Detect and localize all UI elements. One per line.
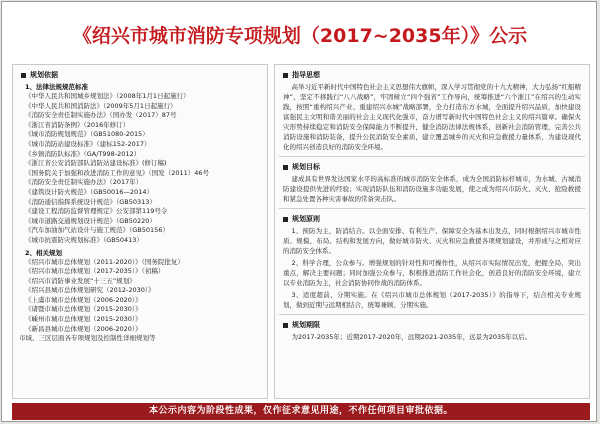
principle-item: 2、科学合理，公众参与。增强规划的针对性和可操作性，从绍兴市实际情况出发，把握全局，突出重点，解决主要问题；同时加强公众参与，积极推进消防工作社会化，创造良好的消防安全环境，建立以专业消防为主，社会消防协同作战的消防体系。 [283,259,581,287]
square-bullet-icon [283,165,288,170]
guiding-text: 高举习近平新时代中国特色社会主义思想伟大旗帜，深入学习贯彻党的十九大精神，大力弘扬“红船精神”，坚定不移践行“八八战略”，牢固树立“四个强省”工作导向，统筹推进“六个浙江”在绍兴的生动实践，按照“重构绍兴产业、重建绍兴水城”战略部署，全力打造东方水城，全面提升绍兴品质，加快建设富强民主文明和谐美丽的社会主义现代化强市，奋力谱写新时代中国特色社会主义的绍兴篇章。确保火灾形势持续稳定和消防安全保障能力不断提升，健全消防法律法规体系，创新社会消防管理，完善公共消防设施和消防装备，提升公民消防安全素质，建立覆盖城乡的灭火和应急救援力量体系，为建设现代化的绍兴创造良好的消防安全环境。 [283,83,581,151]
period-text: 为2017-2035年；近期2017-2020年，远期2021-2035年，远景为2035年以后。 [291,333,532,341]
guiding-heading [283,70,589,80]
goal-heading [283,162,589,172]
content-panel [274,64,590,399]
list-item: 《国务院关于加强和改进消防工作的意见》（国发（2011）46号 [25,168,210,177]
list-item: 《消防安全责任制实施办法》（国办发（2017）87号 [25,111,177,120]
list-item: 《绍兴市城市总体规划（2011-2020）》（国务院批复） [25,257,184,266]
laws-list [13,92,267,246]
list-item: 《嵊州市城市总体规划（2015-2030）》 [25,315,142,324]
list-item: 《绍兴县城市总体规划研究（2012-2030）》 [25,286,155,295]
basis-heading [21,70,267,80]
list-item: 《绍兴市城市总体规划（2017-2035）》（初稿） [25,267,165,276]
plans-subtitle: 2、相关规划 [25,248,63,257]
list-item: 《绍兴市消防事业发展“十三五”规划》 [25,276,136,285]
list-item: 《消防通信指挥系统设计规范》（GB50313） [25,197,156,206]
basis-title: 规划依据 [30,71,58,79]
list-item: 《上虞市城市总体规划（2006-2020）》 [25,295,142,304]
disclaimer-banner: 本公示内容为阶段性成果，仅作征求意见用途，不作任何项目审批依据。 [12,403,590,420]
square-bullet-icon [21,73,26,78]
list-item: 《诸暨市城市总体规划（2015-2030）》 [25,305,142,314]
principle-item: 3、适度超前、分期实施。在《绍兴市城市总体规划（2017-2035）》的指导下，结合相关专业规划，做到近期与远期相结合，统筹兼顾、分期实施。 [283,291,581,309]
list-item: 《浙江省消防条例》（2016年修订） [25,120,130,129]
period-heading [283,320,589,330]
list-item: 《中华人民共和国消防法》（2009年5月1日起施行） [25,101,177,110]
period-title: 规划期限 [292,321,320,329]
list-item: 《乡镇消防队标准》（GA/T998-2012） [25,149,141,158]
list-item: 《建设工程消防监督管理规定》公安部第119号令 [25,207,168,216]
goal-text: 建成具有世界发达国家水平的高标准的城市消防安全体系，成为全国消防标杆城市，为水城、古城消防建设提供先进的经验；实现消防队伍和消防设施多功能发展，使之成为绍兴市防火、灭火、抢险救援和紧急处置各种灾害事故的常备突击队。 [283,175,581,203]
basis-panel [12,64,268,399]
list-item: 《浙江省公安消防部队消防站建设标准》(修订稿) [25,159,167,168]
plans-note: 市域、三区层面各专项规划及控制性详细规划等 [19,334,156,343]
list-item: 《新昌县城市总体规划（2006-2020）》 [25,324,142,333]
principle-item: 1、预防为主，防消结合。以全面安排、有利生产、保障安全为基本出发点，同时根据绍兴市城市性质、规模、布局、结构和发展方向，做好城市防火、灭火和应急救援各项规划建设，并形成与之相对应的消防安全体系。 [283,227,581,255]
plans-list [13,258,267,335]
section-divider [279,314,585,315]
laws-subtitle: 1、法律法规规范标准 [25,83,89,91]
list-item: 《城市抗震防灾规划标准》（GB50413） [25,235,143,244]
square-bullet-icon [283,73,288,78]
section-divider [279,208,585,209]
list-item: 《消防安全责任制实施办法》（2017年） [25,178,143,187]
list-item: 《城市消防站建设标准》（建标152-2017） [25,139,151,148]
page-title: 《绍兴市城市消防专项规划（2017~2035年）》公示 [72,25,528,47]
list-item: 《城市消防规划规范》（GB51080-2015） [25,130,149,139]
list-item: 《城市道路交通规划设计规范》（GB50220） [25,216,156,225]
list-item: 《中华人民共和国城乡规划法》（2008年1月1日起施行） [25,92,190,100]
list-item: 《汽车加油加气站设计与施工规范》（GB50156） [25,226,169,235]
principles-heading [283,214,589,224]
list-item: 《建筑设计防火规范》（GB50016—2014） [25,187,153,196]
square-bullet-icon [283,217,288,222]
guiding-title: 指导思想 [292,71,320,79]
goal-title: 规划目标 [292,163,320,171]
square-bullet-icon [283,323,288,328]
principles-title: 规划原则 [292,215,320,223]
notice-board [1,1,597,422]
section-divider [279,156,585,157]
